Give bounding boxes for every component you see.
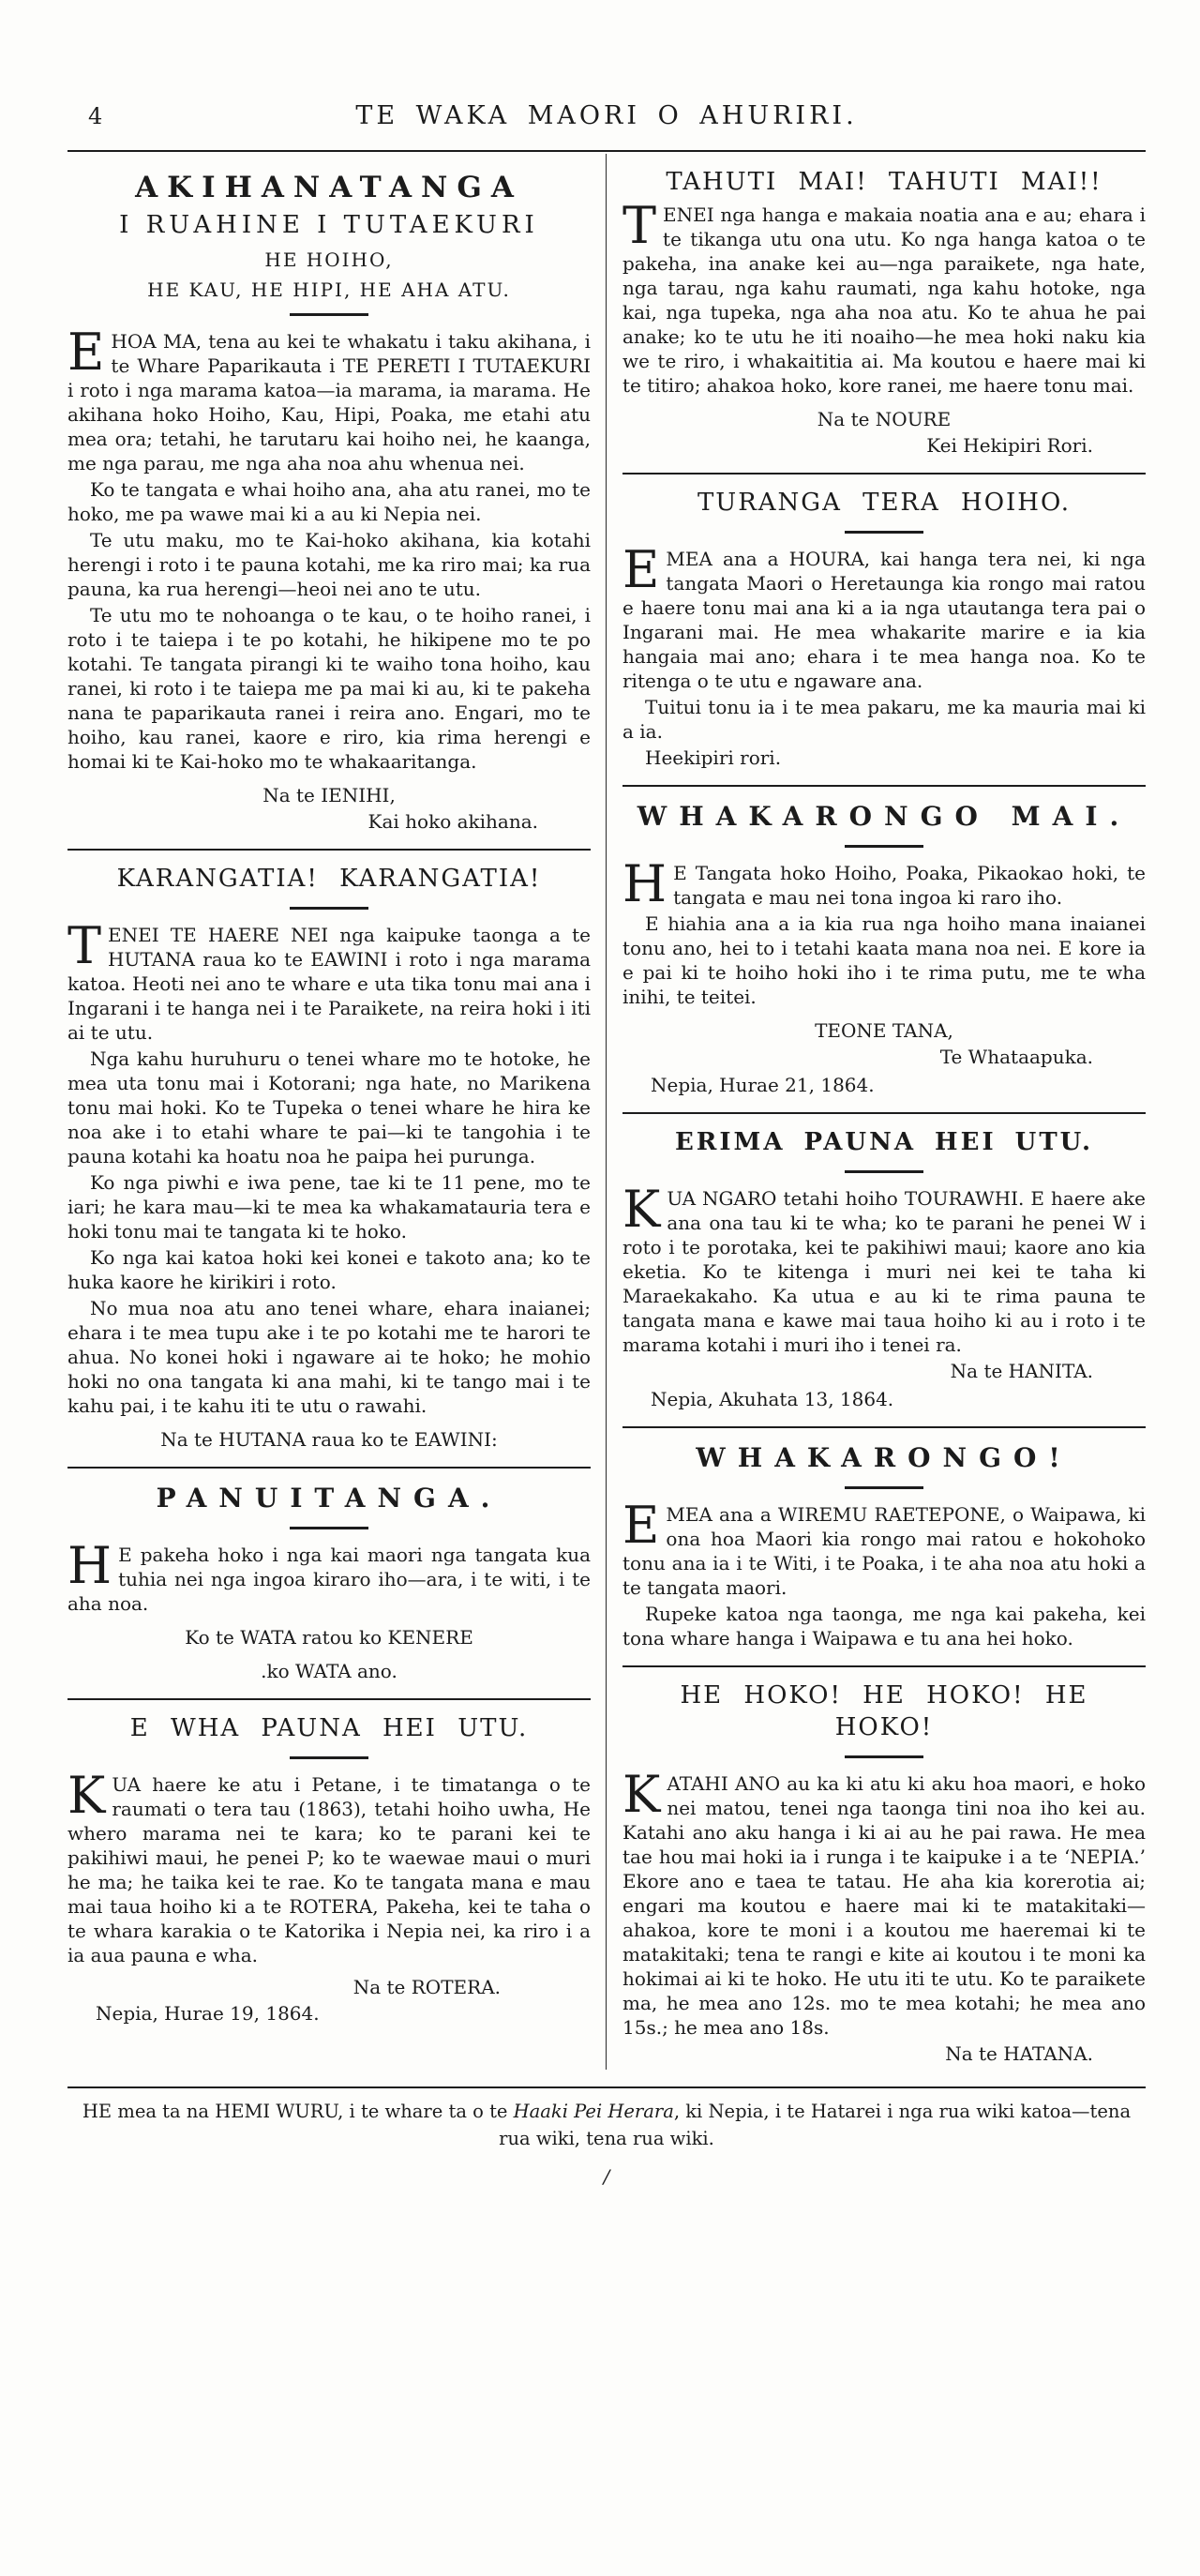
drop-cap: H <box>622 853 668 913</box>
article-turanga-tera-hoiho <box>622 488 1146 770</box>
drop-cap: K <box>68 1766 106 1826</box>
paragraph <box>622 1764 1146 2040</box>
drop-cap: K <box>622 1764 661 1824</box>
right-column <box>607 154 1146 2070</box>
dateline: Nepia, Hurae 19, 1864. <box>96 2002 320 2026</box>
signature: .ko WATA ano. <box>261 1660 398 1683</box>
drop-cap: T <box>68 915 102 975</box>
signature: Na te HATANA. <box>945 2041 1093 2065</box>
signature: Na te NOURE <box>817 407 952 430</box>
dateline: Nepia, Hurae 21, 1864. <box>651 1073 875 1096</box>
article-whakarongo-mai <box>622 800 1146 1097</box>
drop-cap: E <box>68 323 105 383</box>
section-divider <box>68 1698 591 1700</box>
paragraph-text: E Tangata hoko Hoiho, Poaka, Pikaokao hoki, te tangata e mau nei tona ingoa ki raro iho. <box>673 861 1146 909</box>
paragraph-text: ENEI TE HAERE NEI nga kaipuke taonga a te HUTANA raua ko te EAWINI i roto i nga marama katoa. Heoti nei ano te whare e uta tika tonu mai ana i Ingarani i te hanga nei i te Paraikete, na reira hoki i iti ai te utu. <box>68 923 591 1044</box>
signature-role: Kai hoko akihana. <box>368 810 538 834</box>
article-title: PANUITANGA. <box>156 1482 502 1514</box>
paragraph <box>622 195 1146 398</box>
header-rule <box>68 150 1146 152</box>
page-header <box>68 98 1146 141</box>
signature: Ko te WATA ratou ko KENERE <box>185 1626 473 1650</box>
paragraph: Tuitui tonu ia i te mea pakaru, me ka mauria mai ki a ia. <box>622 695 1146 743</box>
article-title: WHAKARONGO! <box>696 1441 1072 1473</box>
paragraph: Te utu mo te nohoanga o te kau, o te hoiho ranei, i roto i te taiepa i te po kotahi, he hikipene mo te po kotahi. Te tangata pirangi ki te waiho tona hoiho, kau ranei, ki roto i te taiepa me pa mai ki au, ki te pakeha nana te paparikauta ranei i reira ano. Engari, mo te hoiho, kau ranei, kaore e riro, kia rima herengi e homai ki te Kai-hoko mo te whakaaritanga. <box>68 604 591 774</box>
article-title: TURANGA TERA HOIHO. <box>697 488 1072 517</box>
paragraph-text: ATAHI ANO au ka ki atu ki aku hoa maori, e hoko nei matou, tenei nga taonga tini noa iho kei au. Katahi ano aku hanga i ki ai au he pai rawa. He mea tae hou mai hoki ia i runga i te kaipuke i a te ‘NEPIA.’ Ekore ano e taea te tatau. He aha kia korerotia ai; engari ma koutou e haere mai ki te matakitaki—ahakoa, kore te moni i a koutou me haeremai ki te matakitaki; tena te rangi e kite ai koutou i te moni ka hokimai ai ki te hoko. He utu iti te utu. Ko te paraikete ma, he mea ano 12s. mo te mea kotahi; he mea ano 15s.; he mea ano 18s. <box>622 1771 1146 2039</box>
paragraph <box>68 323 591 475</box>
section-divider <box>68 849 591 851</box>
dateline: Nepia, Akuhata 13, 1864. <box>651 1387 894 1410</box>
signature: Na te HUTANA raua ko te EAWINI: <box>160 1427 498 1451</box>
left-column <box>68 154 607 2070</box>
article-title: ERIMA PAUNA HEI UTU. <box>674 1127 1094 1156</box>
signature-address: Kei Hekipiri Rori. <box>926 433 1093 457</box>
paragraph: Te utu maku, mo te Kai-hoko akihana, kia kotahi herengi i roto i te pauna kotahi, me ka riro mai; ka rua pauna, ka rua herengi—heoi nei ano te utu. <box>68 529 591 601</box>
heading-divider <box>845 1170 923 1173</box>
print-mark: / <box>603 2165 610 2189</box>
imprint-text: HE mea ta na HEMI WURU, i te whare ta o te <box>82 2100 514 2122</box>
article-title: E WHA PAUNA HEI UTU. <box>129 1714 529 1743</box>
article-e-wha-pauna <box>68 1713 591 2026</box>
article-erima-pauna <box>622 1127 1146 1411</box>
paragraph <box>68 1766 591 1967</box>
signature: TEONE TANA, <box>815 1018 953 1042</box>
signature-address: Te Whataapuka. <box>939 1045 1093 1068</box>
heading-divider <box>290 1527 368 1529</box>
paragraph-text: MEA ana a HOURA, kai hanga tera nei, ki nga tangata Maori o Heretaunga kia rongo mai ratou e haere tonu mai ana ki a ia nga utautanga tera pai o Ingarani mai. He mea whakarite marire e ia kia hangaia mai ano; ehara i te mea hanga noa. Ko te ritenga o te utu e ngaware ana. <box>622 547 1146 692</box>
paragraph: Rupeke katoa nga taonga, me nga kai pakeha, kei tona whare hanga i Waipawa e tu ana hei hoko. <box>622 1603 1146 1650</box>
heading-divider <box>290 907 368 910</box>
heading-divider <box>845 531 923 534</box>
paragraph <box>622 1496 1146 1600</box>
article-title: HE HOKO! HE HOKO! HE HOKO! <box>680 1681 1088 1741</box>
article-title: KARANGATIA! KARANGATIA! <box>116 865 542 894</box>
section-divider <box>622 1665 1146 1667</box>
heading-divider <box>845 845 923 848</box>
paragraph-text: UA haere ke atu i Petane, i te timatanga o te raumati o tera tau (1863), tetahi hoiho uwha, He whero marama nei te kara; ko te parani kei te pakihiwi maui, he penei P; ko te waewae maui o muri he ma; he taika kei te rae. Ko te tangata mana e mau mai taua hoiho ki a te ROTERA, Pakeha, kei te taha o te whara karakia o te Katorika i Nepia nei, ka riro i a ia aua pauna e wha. <box>68 1773 591 1967</box>
heading-divider <box>290 313 368 316</box>
signature: Na te ROTERA. <box>352 1976 501 1999</box>
paragraph: Ko te tangata e whai hoiho ana, aha atu ranei, mo te hoko, me pa wawe mai ki a au ki Nepia nei. <box>68 478 591 526</box>
page-number: 4 <box>88 103 103 129</box>
drop-cap: K <box>622 1179 661 1239</box>
signature: Na te IENIHI, <box>262 784 396 807</box>
article-whakarongo <box>622 1441 1146 1650</box>
imprint-line <box>68 2098 1146 2153</box>
imprint-text: , ki Nepia, i te Hatarei i nga rua wiki katoa—tena rua wiki, tena rua wiki. <box>499 2100 1132 2150</box>
masthead-title: TE WAKA MAORI O AHURIRI. <box>355 101 858 130</box>
paragraph-text: ENEI nga hanga e makaia noatia ana e au; ehara i te tikanga utu ona utu. Ko nga hanga katoa o te pakeha, ina anake kei au—nga paraikete, nga hate, nga tarau, nga kahu raumati, nga kahu hotoke, nga kai, nga tupeka, nga aha noa atu. Ko te ahua he pai anake; ko te utu he iti noaiho—he mea hoki naku kia we te riro, i whakaititia ai. Ma koutou e haere mai ki te titiro; ahakoa hoko, kore ranei, me haere tonu mai. <box>622 203 1146 397</box>
paragraph-text: MEA ana a WIREMU RAETEPONE, o Waipawa, ki ona hoa Maori kia rongo mai ratou e hokohoko tonu ana ia i te Witi, i te Poaka, i te aha noa atu hoki a te tangata maori. <box>622 1503 1146 1600</box>
article-tahuti-mai <box>622 167 1146 458</box>
paragraph: Ko nga kai katoa hoki kei konei e takoto ana; ko te huka kaore he kirikiri i roto. <box>68 1245 591 1293</box>
article-title: WHAKARONGO MAI. <box>637 800 1132 832</box>
article-he-hoko <box>622 1680 1146 2066</box>
paragraph-text: HOA MA, tena au kei te whakatu i taku akihana, i te Whare Paparikauta i TE PERETI I TUTAEKURI i roto i nga marama katoa—ia marama, ia marama. He akihana hoko Hoiho, Kau, Hipi, Poaka, me etahi atu mea ora; tetahi, he tarutaru kai hoiho nei, he kaanga, me nga parau, me nga aha noa ahu whenua nei. <box>68 330 591 475</box>
article-title: AKIHANATANGA <box>135 171 523 204</box>
paragraph <box>622 1179 1146 1357</box>
article-akihanatanga <box>68 169 591 834</box>
article-subtitle: I RUAHINE I TUTAEKURI <box>119 211 539 240</box>
signature-address: Heekipiri rori. <box>645 746 782 769</box>
paragraph <box>622 539 1146 693</box>
article-subtitle: HE KAU, HE HIPI, HE AHA ATU. <box>147 279 511 302</box>
heading-divider <box>845 1486 923 1489</box>
heading-divider <box>845 1755 923 1758</box>
paragraph: No mua noa atu ano tenei whare, ehara inaianei; ehara i te mea tupu ake i te po kotahi me te harori te ahua. No konei hoki i ngaware ai te hoko; he mohio hoki no ona tangata ki ana mahi, ki te tango mai i te kahu pai, i te kahu iti te utu o rawahi. <box>68 1296 591 1417</box>
paragraph-text: UA NGARO tetahi hoiho TOURAWHI. E haere ake ana ona tau ki te wha; ko te parani he penei W i roto i te porotaka, kei te pakihiwi maui; kaore ano kia eketia. Ko te kitenga i muri nei kei te taha ki Maraekakaho. Ka utua e au ki te rima pauna te tangata mana e kawe mai taua hoiho ki au i roto i te marama kotahi i muri iho i tenei ra. <box>622 1186 1146 1356</box>
paragraph: Nga kahu huruhuru o tenei whare mo te hotoke, he mea uta tonu mai i Kotorani; nga hate, no Marikena tonu mai hoki. Ko te Tupeka o tenei whare he hira ke noa ake i to etahi whare te pai—ki te tangohia i te pauna kotahi ka hoatu noa he paipa hei purunga. <box>68 1047 591 1167</box>
signature: Na te HANITA. <box>950 1359 1093 1382</box>
paragraph: E hiahia ana a ia kia rua nga hoiho mana inaianei tonu ano, hei to i tetahi kaata mana noa nei. E kore ia e pai ki te hoiho hoki iho i te rima putu, me te wha inihi, te teitei. <box>622 911 1146 1008</box>
section-divider <box>68 1467 591 1469</box>
paragraph <box>68 915 591 1045</box>
section-divider <box>622 785 1146 787</box>
drop-cap: E <box>622 539 660 599</box>
paragraph: Ko nga piwhi e iwa pene, tae ki te 11 pene, mo te iari; he kara mau—ki te mea ka whakamatauria tera e hoki tonu mai te tangata ki te hoko. <box>68 1170 591 1243</box>
article-panuitanga <box>68 1482 591 1683</box>
columns <box>68 154 1146 2070</box>
section-divider <box>622 1112 1146 1114</box>
section-divider <box>622 473 1146 475</box>
heading-divider <box>290 1756 368 1759</box>
article-karangatia <box>68 864 591 1452</box>
section-divider <box>622 1426 1146 1428</box>
imprint-paper-name: Haaki Pei Herara <box>513 2100 674 2122</box>
paragraph <box>622 853 1146 913</box>
footer-rule <box>68 2086 1146 2088</box>
paragraph <box>68 1536 591 1616</box>
paragraph-text: E pakeha hoko i nga kai maori nga tangata kua tuhia nei nga ingoa kiraro iho—ara, i te witi, i te aha noa. <box>68 1544 591 1616</box>
article-title: TAHUTI MAI! TAHUTI MAI!! <box>666 168 1102 196</box>
drop-cap: T <box>622 195 657 255</box>
drop-cap: E <box>622 1496 660 1556</box>
article-subtitle: HE HOIHO, <box>264 249 394 272</box>
drop-cap: H <box>68 1536 112 1596</box>
